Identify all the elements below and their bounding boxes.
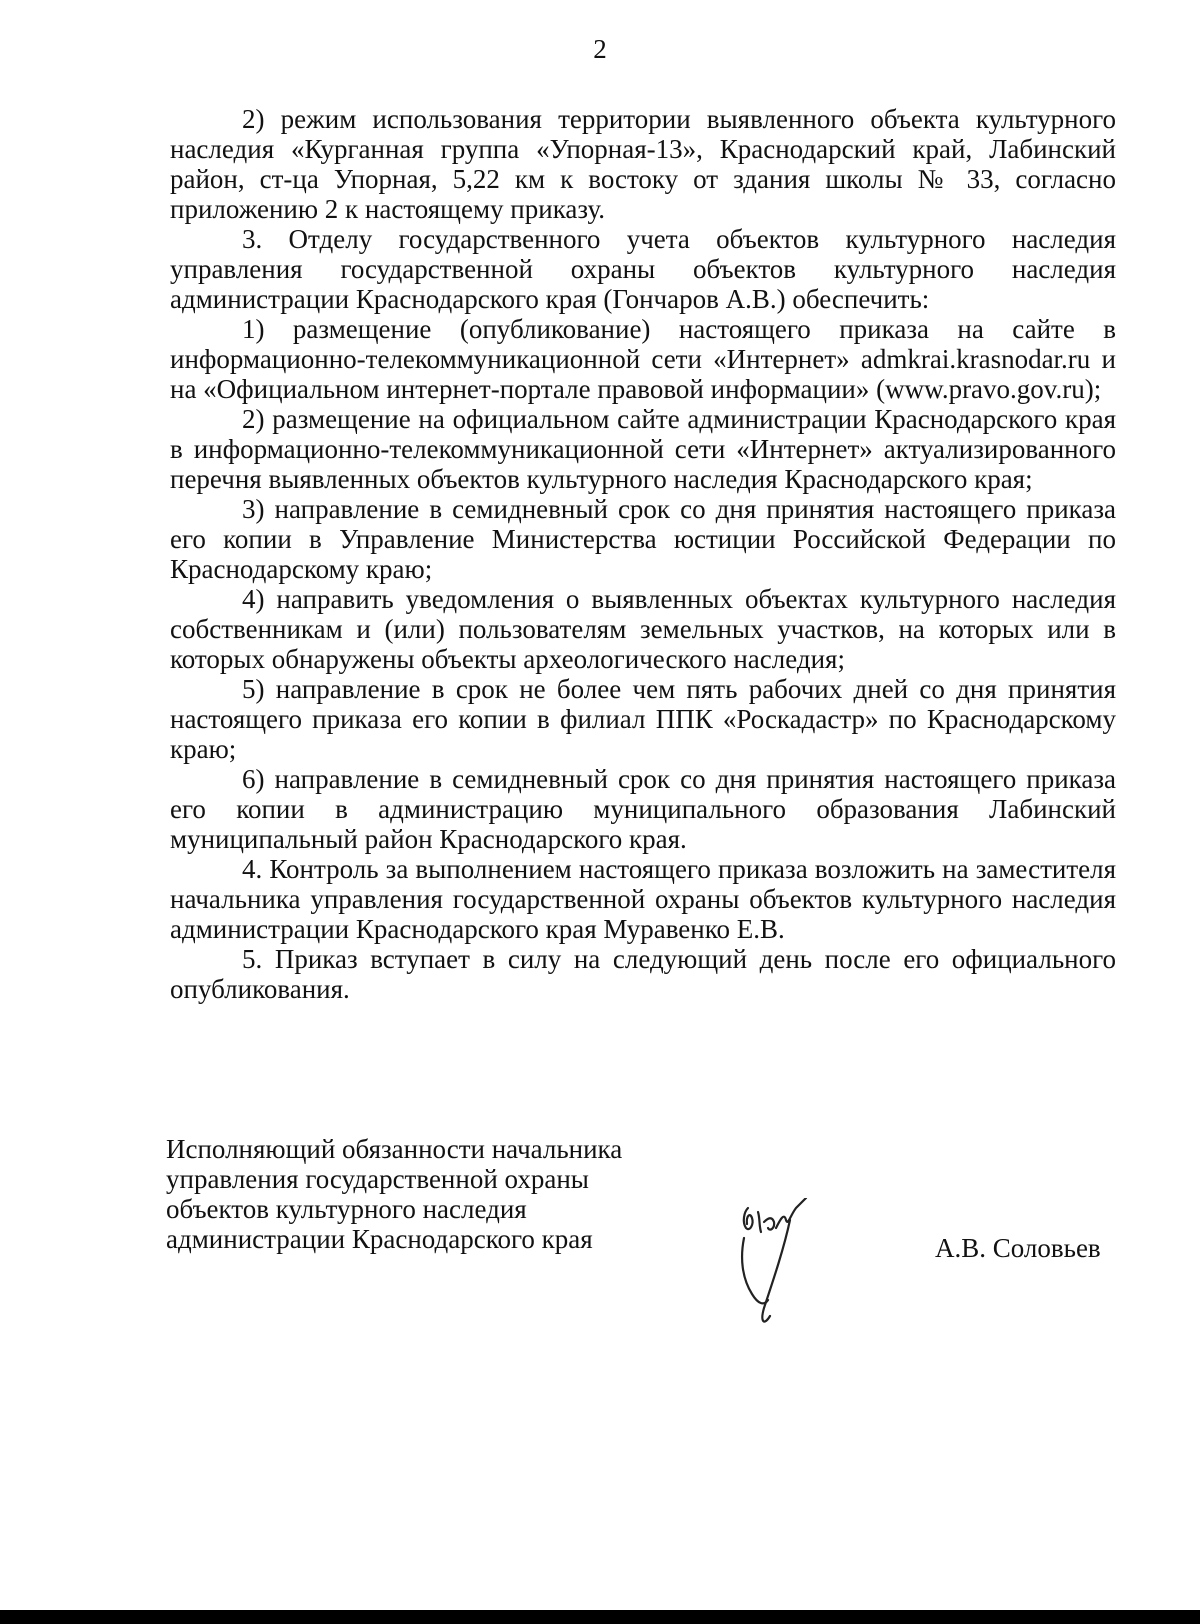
paragraph-3-5-roskadastr: 5) направление в срок не более чем пять рабочих дней со дня принятия настоящего приказа его копии в филиал ППК «Роскадастр» по Краснодарскому краю;	[170, 674, 1116, 764]
signatory-position-line: Исполняющий обязанности начальника	[166, 1134, 623, 1164]
handwritten-signature	[734, 1198, 874, 1338]
scan-edge-bar	[0, 1610, 1200, 1624]
signer-name: А.В. Соловьев	[935, 1233, 1101, 1263]
paragraph-4-control: 4. Контроль за выполнением настоящего приказа возложить на заместителя начальника управления государственной охраны объектов культурного наследия администрации Краснодарского края Муравенко Е.В.	[170, 854, 1116, 944]
paragraph-3-3-ministry-copy: 3) направление в семидневный срок со дня принятия настоящего приказа его копии в Управление Министерства юстиции Российской Федерации по Краснодарскому краю;	[170, 494, 1116, 584]
paragraph-2-regime: 2) режим использования территории выявленного объекта культурного наследия «Курганная группа «Упорная-13», Краснодарский край, Лабинский район, ст-ца Упорная, 5,22 км к востоку от здания школы № 33, согласно приложению 2 к настоящему приказу.	[170, 104, 1116, 224]
document-body	[170, 104, 1116, 1004]
paragraph-5-effective: 5. Приказ вступает в силу на следующий день после его официального опубликования.	[170, 944, 1116, 1004]
paragraph-3-4-notifications: 4) направить уведомления о выявленных объектах культурного наследия собственникам и (или) пользователям земельных участков, на которых или в которых обнаружены объекты археологического наследия;	[170, 584, 1116, 674]
signatory-position-line: объектов культурного наследия	[166, 1194, 527, 1224]
signatory-position	[166, 1134, 666, 1254]
signatory-position-line: управления государственной охраны	[166, 1164, 589, 1194]
signatory-position-line: администрации Краснодарского края	[166, 1224, 593, 1254]
page-number: 2	[593, 34, 607, 64]
paragraph-3-department: 3. Отделу государственного учета объектов культурного наследия управления государственной охраны объектов культурного наследия администрации Краснодарского края (Гончаров А.В.) обеспечить:	[170, 224, 1116, 314]
paragraph-3-2-website: 2) размещение на официальном сайте администрации Краснодарского края в информационно-телекоммуникационной сети «Интернет» актуализированного перечня выявленных объектов культурного наследия Краснодарского края;	[170, 404, 1116, 494]
paragraph-3-6-municipal: 6) направление в семидневный срок со дня принятия настоящего приказа его копии в администрацию муниципального образования Лабинский муниципальный район Краснодарского края.	[170, 764, 1116, 854]
paragraph-3-1-publication: 1) размещение (опубликование) настоящего приказа на сайте в информационно-телекоммуникационной сети «Интернет» admkrai.krasnodar.ru и на «Официальном интернет-портале правовой информации» (www.pravo.gov.ru);	[170, 314, 1116, 404]
